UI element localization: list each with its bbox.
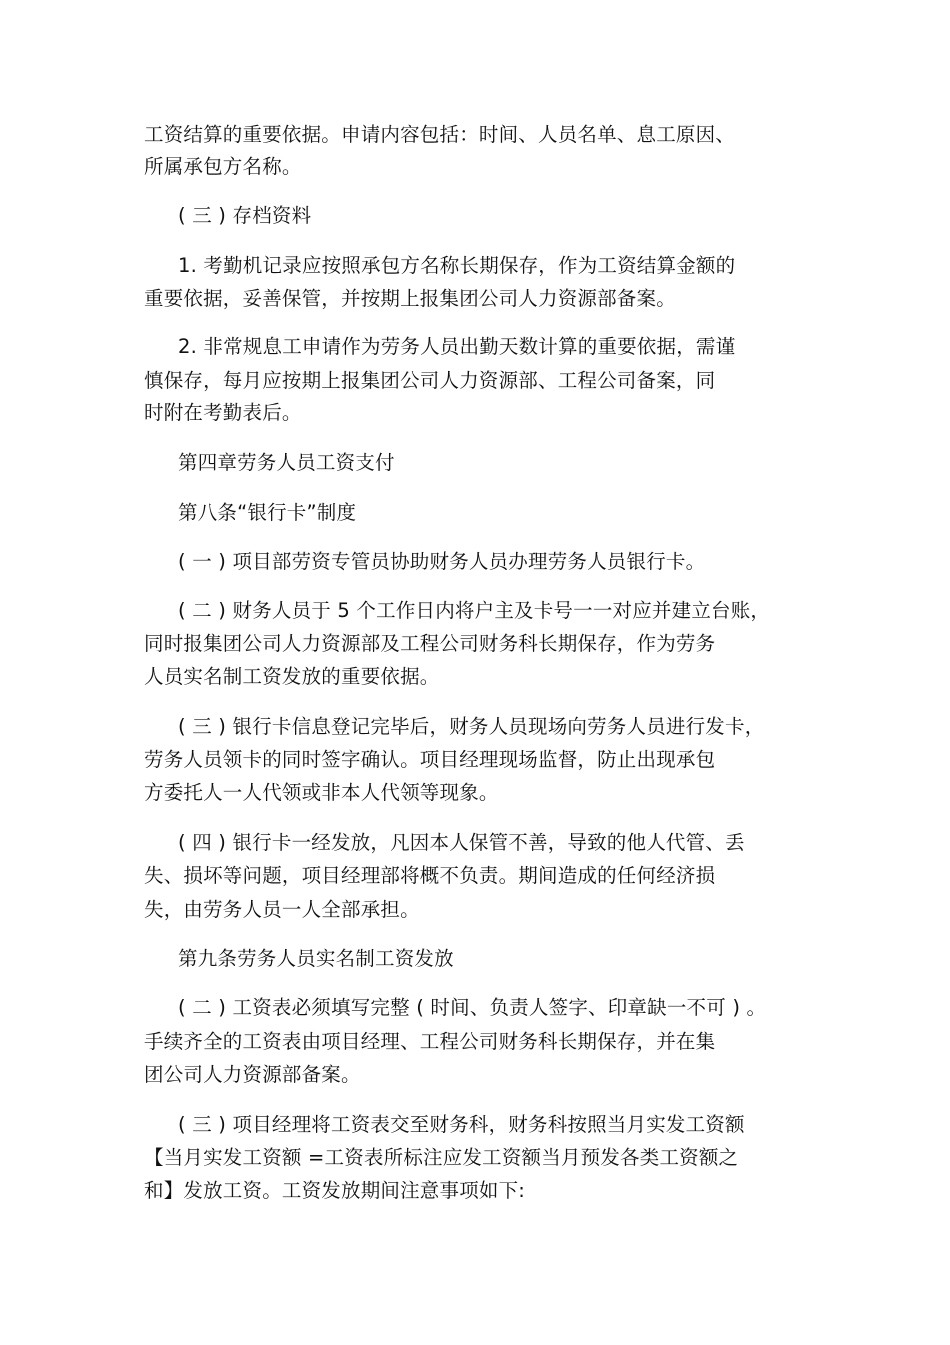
paragraph-line: 1. 考勤机记录应按照承包方名称长期保存，作为工资结算金额的 (178, 254, 736, 277)
paragraph-line: 手续齐全的工资表由项目经理、工程公司财务科长期保存，并在集 (144, 1030, 716, 1053)
paragraph-line: 劳务人员领卡的同时签字确认。项目经理现场监督，防止出现承包 (144, 748, 716, 771)
paragraph-line: 慎保存，每月应按期上报集团公司人力资源部、工程公司备案，同 (144, 369, 716, 392)
paragraph-line: 工资结算的重要依据。申请内容包括：时间、人员名单、息工原因、 (144, 123, 736, 146)
paragraph-line: ( 三 ) 项目经理将工资表交至财务科，财务科按照当月实发工资额 (178, 1113, 745, 1136)
paragraph-line: 失，由劳务人员一人全部承担。 (144, 898, 420, 921)
paragraph-line: ( 三 ) 银行卡信息登记完毕后，财务人员现场向劳务人员进行发卡， (178, 715, 765, 738)
paragraph-line: ( 二 ) 工资表必须填写完整 ( 时间、负责人签字、印章缺一不可 ) 。 (178, 996, 767, 1019)
paragraph-line: ( 一 ) 项目部劳资专管员协助财务人员办理劳务人员银行卡。 (178, 550, 706, 573)
paragraph-line: 第四章劳务人员工资支付 (178, 451, 395, 474)
paragraph-line: 所属承包方名称。 (144, 155, 302, 178)
paragraph-line: 失、损坏等问题，项目经理部将概不负责。期间造成的任何经济损 (144, 864, 716, 887)
paragraph-line: ( 四 ) 银行卡一经发放，凡因本人保管不善，导致的他人代管、丢 (178, 831, 745, 854)
paragraph-line: 第八条“银行卡”制度 (178, 501, 357, 524)
paragraph-line: 重要依据，妥善保管，并按期上报集团公司人力资源部备案。 (144, 287, 676, 310)
paragraph-line: 【当月实发工资额 =工资表所标注应发工资额当月预发各类工资额之 (144, 1146, 739, 1169)
paragraph-line: 方委托人一人代领或非本人代领等现象。 (144, 781, 499, 804)
paragraph-line: 第九条劳务人员实名制工资发放 (178, 947, 454, 970)
paragraph-line: ( 三 ) 存档资料 (178, 204, 312, 227)
paragraph-line: 团公司人力资源部备案。 (144, 1063, 361, 1086)
paragraph-line: 和】发放工资。工资发放期间注意事项如下: (144, 1179, 526, 1202)
paragraph-line: 人员实名制工资发放的重要依据。 (144, 665, 440, 688)
paragraph-line: 2. 非常规息工申请作为劳务人员出勤天数计算的重要依据，需谨 (178, 335, 736, 358)
paragraph-line: ( 二 ) 财务人员于 5 个工作日内将户主及卡号一一对应并建立台账， (178, 599, 771, 622)
paragraph-line: 时附在考勤表后。 (144, 401, 302, 424)
paragraph-line: 同时报集团公司人力资源部及工程公司财务科长期保存，作为劳务 (144, 632, 716, 655)
